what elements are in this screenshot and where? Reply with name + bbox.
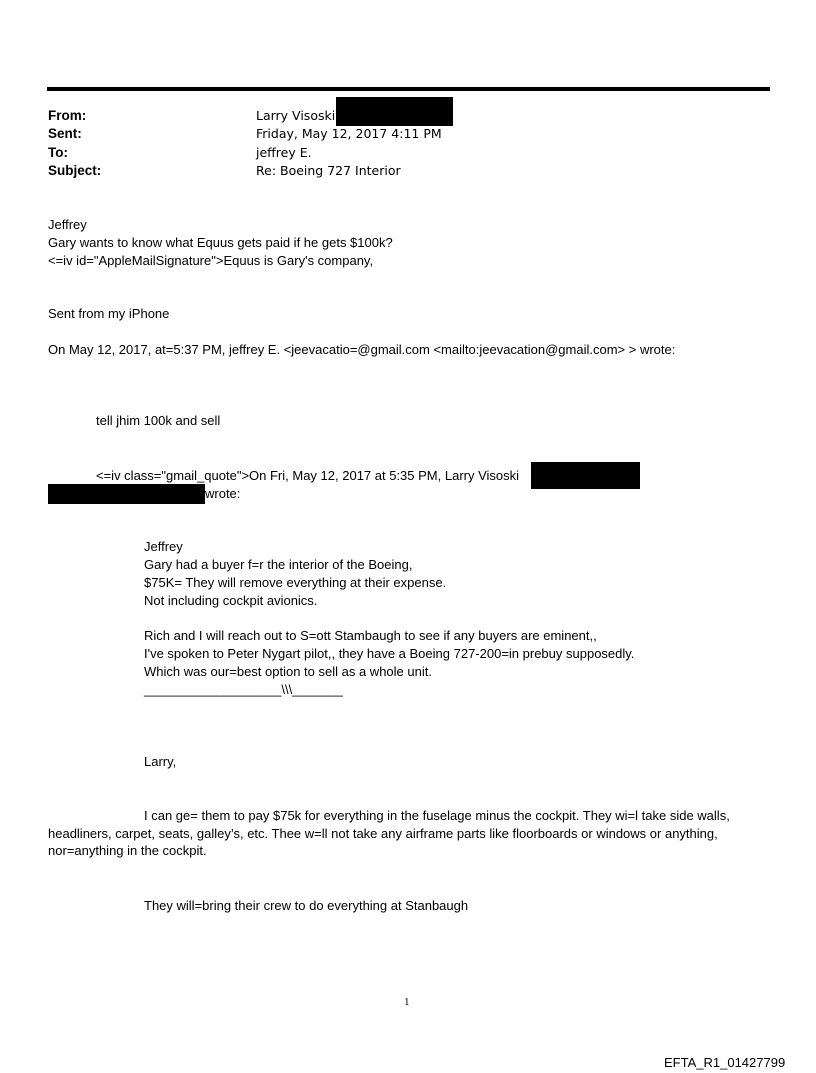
quote-line: Gary had a buyer f=r the interior of the Boeing, [144, 557, 413, 572]
redaction-box [336, 97, 453, 126]
quote-separator: ___________________\\\_______ [144, 682, 343, 697]
on-date-wrote-line: On May 12, 2017, at=5:37 PM, jeffrey E. <jeevacatio=@gmail.com <mailto:jeevacation@gmail.com> > wrote: [48, 342, 676, 357]
gmail-quote-line: <=iv class="gmail_quote">On Fri, May 12, 2017 at 5:35 PM, Larry Visoski [96, 468, 520, 483]
redaction-box [48, 484, 205, 504]
from-value: Larry Visoski [256, 108, 336, 123]
sent-value: Friday, May 12, 2017 4:11 PM [256, 126, 442, 141]
quote-line: Rich and I will reach out to S=ott Stambaugh to see if any buyers are eminent,, [144, 628, 597, 643]
quote-line: I've spoken to Peter Nygart pilot,, they have a Boeing 727-200=in prebuy supposedly. [144, 646, 635, 661]
from-label: From: [48, 108, 87, 123]
crew-line: They will=bring their crew to do everything at Stanbaugh [144, 898, 469, 913]
to-label: To: [48, 145, 68, 160]
document-id: EFTA_R1_01427799 [664, 1055, 786, 1070]
offer-paragraph: I can ge= them to pay $75k for everything in the fuselage minus the cockpit. They wi=l take side walls, headliners, carpet, seats, galley’s, etc. Thee w=ll not take any airframe parts like floorboards or windows or anything, nor=anything in the cockpit. [48, 808, 730, 858]
body-signature-line: <=iv id="AppleMailSignature">Equus is Gary's company, [48, 253, 374, 268]
quote-line: Which was our=best option to sell as a whole unit. [144, 664, 432, 679]
to-value: jeffrey E. [256, 145, 312, 160]
body-greeting: Jeffrey [48, 217, 87, 232]
redaction-box [531, 462, 640, 489]
sent-from-iphone: Sent from my iPhone [48, 306, 170, 321]
quote-line: $75K= They will remove everything at their expense. [144, 575, 447, 590]
subject-label: Subject: [48, 163, 102, 178]
page-number: 1 [404, 996, 410, 1008]
larry-greeting: Larry, [144, 754, 177, 769]
header-rule [47, 87, 770, 91]
quote-greeting: Jeffrey [144, 539, 183, 554]
subject-value: Re: Boeing 727 Interior [256, 163, 401, 178]
sent-label: Sent: [48, 126, 82, 141]
wrote-text: wrote: [205, 486, 241, 501]
body-question: Gary wants to know what Equus gets paid if he gets $100k? [48, 235, 393, 250]
reply-text: tell jhim 100k and sell [96, 413, 221, 428]
quote-line: Not including cockpit avionics. [144, 593, 318, 608]
